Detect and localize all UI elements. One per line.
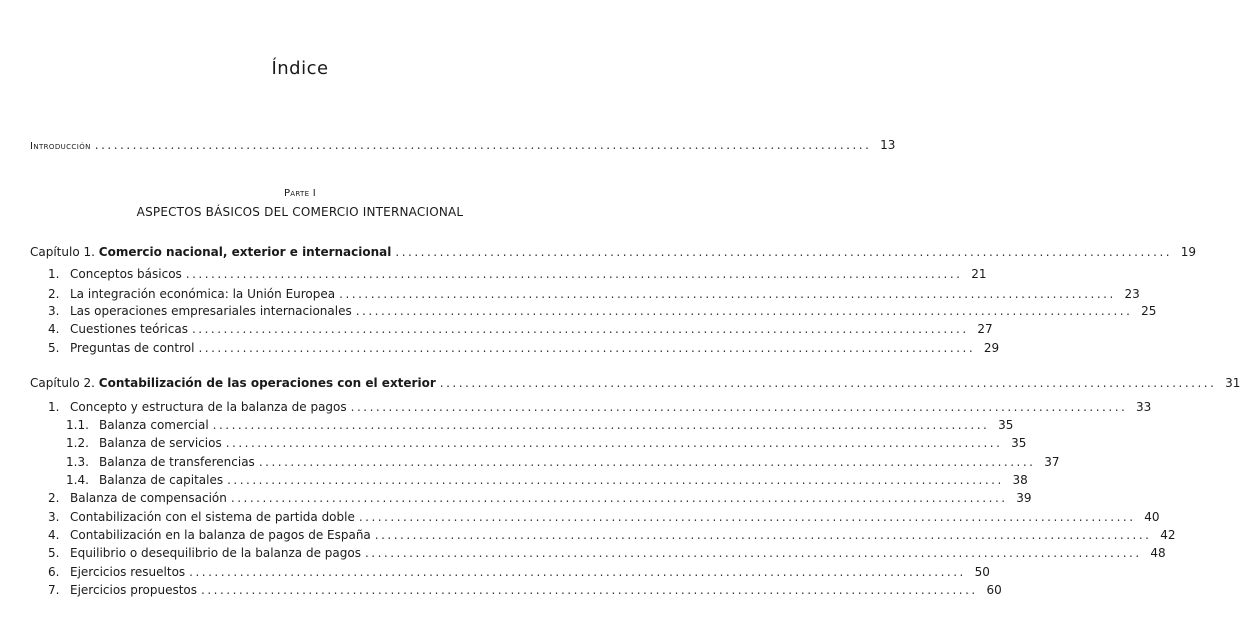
chapter-title: Contabilización de las operaciones con el exterior	[98, 376, 436, 390]
part-label: Parte I	[283, 188, 317, 199]
toc-subentry[interactable]	[66, 436, 1027, 453]
toc-page-number: 35	[998, 418, 1014, 432]
toc-entry-label: Contabilización en la balanza de pagos de España	[70, 528, 371, 542]
toc-subentry[interactable]	[66, 455, 1060, 472]
toc-entry[interactable]	[48, 400, 1152, 417]
toc-entry-label: Balanza comercial	[99, 418, 209, 432]
toc-entry-number: 3.	[48, 510, 60, 524]
toc-entry[interactable]	[48, 510, 1160, 527]
toc-page-number: 21	[971, 267, 987, 281]
toc-entry[interactable]	[48, 583, 1002, 600]
toc-entry[interactable]	[48, 267, 987, 284]
toc-entry-label: Concepto y estructura de la balanza de pagos	[70, 400, 347, 414]
chapter-prefix: Capítulo 2.	[30, 376, 95, 390]
toc-leader-dots: ...........................................................................................................................	[339, 287, 1116, 301]
toc-entry[interactable]	[48, 287, 1140, 304]
toc-entry-number: 5.	[48, 546, 60, 560]
toc-entry-label: Balanza de compensación	[70, 491, 227, 505]
toc-entry-number: 2.	[48, 287, 60, 301]
toc-chapter-label	[30, 245, 391, 259]
toc-leader-dots: ...........................................................................................................................	[185, 267, 963, 281]
toc-entry[interactable]	[48, 546, 1166, 563]
toc-chapter-label	[30, 376, 436, 390]
toc-entry-number: 1.	[48, 267, 60, 281]
toc-leader-dots: ...........................................................................................................................	[191, 322, 969, 336]
toc-leader-dots: ...........................................................................................................................	[439, 376, 1217, 390]
toc-page-number: 29	[983, 341, 1000, 355]
toc-page-number: 33	[1136, 400, 1152, 414]
toc-entry-number: 1.2.	[66, 436, 89, 450]
toc-page-number: 25	[1141, 304, 1157, 318]
part-title: ASPECTOS BÁSICOS DEL COMERCIO INTERNACIONAL	[136, 205, 464, 219]
toc-entry[interactable]	[48, 341, 1000, 358]
toc-page-number: 50	[974, 565, 990, 579]
toc-entry[interactable]	[48, 322, 993, 339]
toc-entry-number: 7.	[48, 583, 60, 597]
toc-page-number: 23	[1124, 287, 1140, 301]
toc-entry[interactable]	[48, 565, 990, 582]
toc-entry[interactable]	[48, 304, 1157, 321]
chapter-prefix: Capítulo 1.	[30, 245, 95, 259]
toc-entry-label: Las operaciones empresariales internacionales	[70, 304, 352, 318]
toc-chapter-1[interactable]	[30, 245, 1197, 262]
toc-page-number: 19	[1180, 245, 1197, 259]
toc-entry-intro[interactable]	[30, 138, 896, 155]
toc-subentry[interactable]	[66, 418, 1014, 435]
toc-entry-label: Cuestiones teóricas	[70, 322, 188, 336]
toc-leader-dots: ...........................................................................................................................	[364, 546, 1142, 560]
toc-leader-dots: ...........................................................................................................................	[201, 583, 978, 597]
toc-leader-dots: ...........................................................................................................................	[355, 304, 1133, 318]
toc-entry-number: 1.4.	[66, 473, 89, 487]
chapter-title: Comercio nacional, exterior e internacional	[98, 245, 392, 259]
toc-subentry[interactable]	[66, 473, 1028, 490]
toc-entry-label: La integración económica: la Unión Europea	[70, 287, 336, 301]
toc-entry[interactable]	[48, 491, 1032, 508]
toc-entry-number: 3.	[48, 304, 60, 318]
page-title: Índice	[271, 58, 329, 79]
toc-entry-label: Introducción	[30, 141, 91, 152]
toc-leader-dots: ...........................................................................................................................	[358, 510, 1136, 524]
toc-entry-number: 1.	[48, 400, 60, 414]
toc-leader-dots: ...........................................................................................................................	[374, 528, 1152, 542]
toc-page-number: 35	[1011, 436, 1027, 450]
toc-entry-label: Ejercicios resueltos	[70, 565, 186, 579]
toc-entry[interactable]	[48, 528, 1176, 545]
toc-entry-label: Balanza de servicios	[99, 436, 222, 450]
toc-entry-label: Equilibrio o desequilibrio de la balanza de pagos	[70, 546, 361, 560]
toc-entry-label: Balanza de capitales	[99, 473, 224, 487]
toc-entry-label: Balanza de transferencias	[99, 455, 255, 469]
toc-entry-number: 6.	[48, 565, 60, 579]
toc-leader-dots: ...........................................................................................................................	[230, 491, 1008, 505]
toc-entry-label: Ejercicios propuestos	[70, 583, 198, 597]
toc-entry-number: 4.	[48, 528, 60, 542]
toc-page-number: 38	[1012, 473, 1028, 487]
toc-leader-dots: ...........................................................................................................................	[395, 245, 1173, 259]
toc-entry-label: Contabilización con el sistema de partida doble	[70, 510, 355, 524]
toc-page-number: 48	[1150, 546, 1166, 560]
toc-page-number: 39	[1016, 491, 1032, 505]
toc-leader-dots: ...........................................................................................................................	[94, 138, 872, 152]
toc-leader-dots: ...........................................................................................................................	[225, 436, 1003, 450]
toc-leader-dots: ...........................................................................................................................	[189, 565, 966, 579]
toc-page-number: 27	[977, 322, 993, 336]
toc-leader-dots: ...........................................................................................................................	[198, 341, 976, 355]
toc-page-number: 60	[986, 583, 1002, 597]
toc-entry-label: Conceptos básicos	[70, 267, 182, 281]
toc-entry-number: 2.	[48, 491, 60, 505]
toc-page-number: 40	[1144, 510, 1160, 524]
toc-entry-label: Preguntas de control	[70, 341, 195, 355]
toc-page-number: 42	[1160, 528, 1176, 542]
toc-page-number: 31	[1225, 376, 1240, 390]
toc-leader-dots: ...........................................................................................................................	[227, 473, 1004, 487]
toc-page-number: 13	[880, 138, 896, 152]
toc-leader-dots: ...........................................................................................................................	[258, 455, 1036, 469]
toc-entry-number: 4.	[48, 322, 60, 336]
toc-entry-number: 1.1.	[66, 418, 89, 432]
toc-entry-number: 5.	[48, 341, 60, 355]
toc-page-number: 37	[1044, 455, 1060, 469]
toc-leader-dots: ...........................................................................................................................	[350, 400, 1128, 414]
toc-leader-dots: ...........................................................................................................................	[212, 418, 990, 432]
toc-chapter-2[interactable]	[30, 376, 1240, 393]
toc-entry-number: 1.3.	[66, 455, 89, 469]
